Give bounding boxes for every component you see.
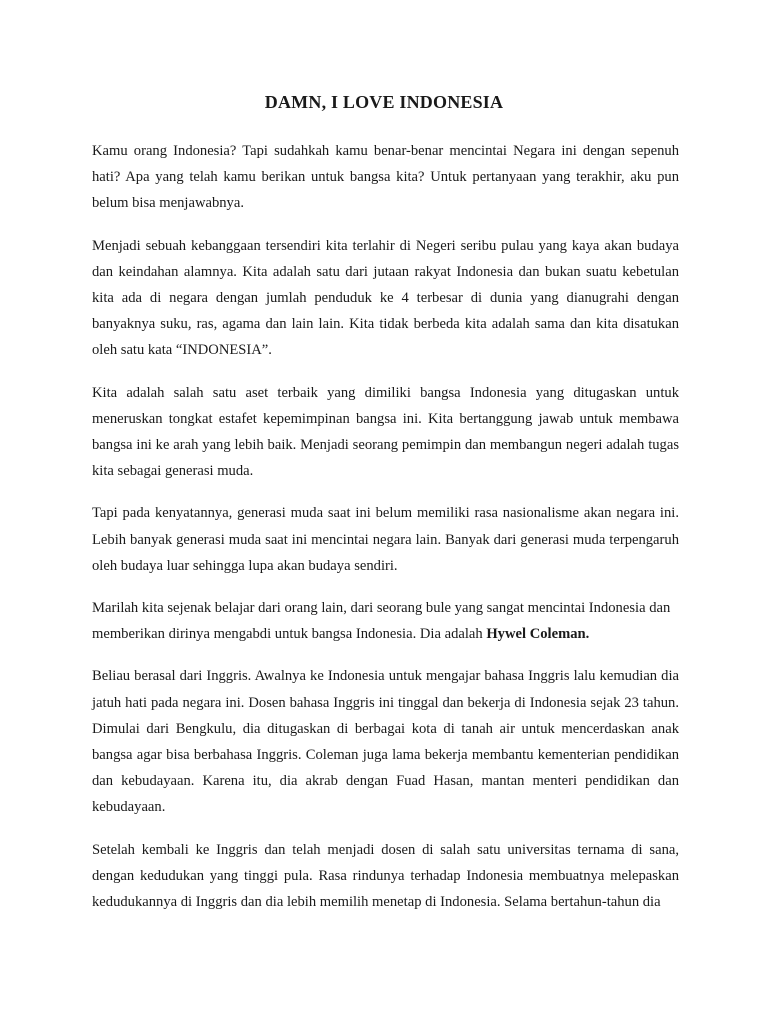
paragraph-2: Menjadi sebuah kebanggaan tersendiri kita terlahir di Negeri seribu pulau yang kaya akan budaya dan keindahan alamnya. Kita adalah satu dari jutaan rakyat Indonesia dan bukan suatu kebetulan kita ada di negara dengan jumlah penduduk ke 4 terbesar di dunia yang dianugrahi dengan banyaknya suku, ras, agama dan lain lain. Kita tidak berbeda kita adalah sama dan kita disatukan oleh satu kata “INDONESIA”.: [92, 237, 679, 359]
document-title: DAMN, I LOVE INDONESIA: [264, 92, 504, 112]
bold-name: Hywel Coleman.: [486, 626, 590, 643]
paragraph-7: Setelah kembali ke Inggris dan telah menjadi dosen di salah satu universitas ternama di sana, dengan kedudukan yang tinggi pula. Rasa rindunya terhadap Indonesia membuatnya melepaskan kedudukannya di Inggris dan dia lebih memilih menetap di Indonesia. Selama bertahun-tahun dia: [92, 841, 679, 911]
paragraph-1: Kamu orang Indonesia? Tapi sudahkah kamu benar-benar mencintai Negara ini dengan sepenuh hati? Apa yang telah kamu berikan untuk bangsa kita? Untuk pertanyaan yang terakhir, aku pun belum bisa menjawabnya.: [92, 143, 679, 212]
paragraph-5: [92, 595, 679, 647]
paragraph-5-text: Marilah kita sejenak belajar dari orang lain, dari seorang bule yang sangat mencintai Indonesia dan memberikan dirinya mengabdi untuk bangsa Indonesia. Dia adalah: [92, 600, 671, 643]
document-body: [92, 138, 679, 931]
paragraph-4: Tapi pada kenyatannya, generasi muda saat ini belum memiliki rasa nasionalisme akan negara ini. Lebih banyak generasi muda saat ini mencintai negara lain. Banyak dari generasi muda terpengaruh oleh budaya luar sehingga lupa akan budaya sendiri.: [92, 505, 679, 574]
paragraph-3: Kita adalah salah satu aset terbaik yang dimiliki bangsa Indonesia yang ditugaskan untuk meneruskan tongkat estafet kepemimpinan bangsa ini. Kita bertanggung jawab untuk membawa bangsa ini ke arah yang lebih baik. Menjadi seorang pemimpin dan membangun negeri adalah tugas kita sebagai generasi muda.: [92, 384, 679, 480]
paragraph-6: Beliau berasal dari Inggris. Awalnya ke Indonesia untuk mengajar bahasa Inggris lalu kemudian dia jatuh hati pada negara ini. Dosen bahasa Inggris ini tinggal dan bekerja di Indonesia sejak 23 tahun. Dimulai dari Bengkulu, dia ditugaskan di berbagai kota di tanah air untuk mencerdaskan anak bangsa agar bisa berbahasa Inggris. Coleman juga lama bekerja membantu kementerian pendidikan dan kebudayaan. Karena itu, dia akrab dengan Fuad Hasan, mantan menteri pendidikan dan kebudayaan.: [92, 668, 679, 816]
